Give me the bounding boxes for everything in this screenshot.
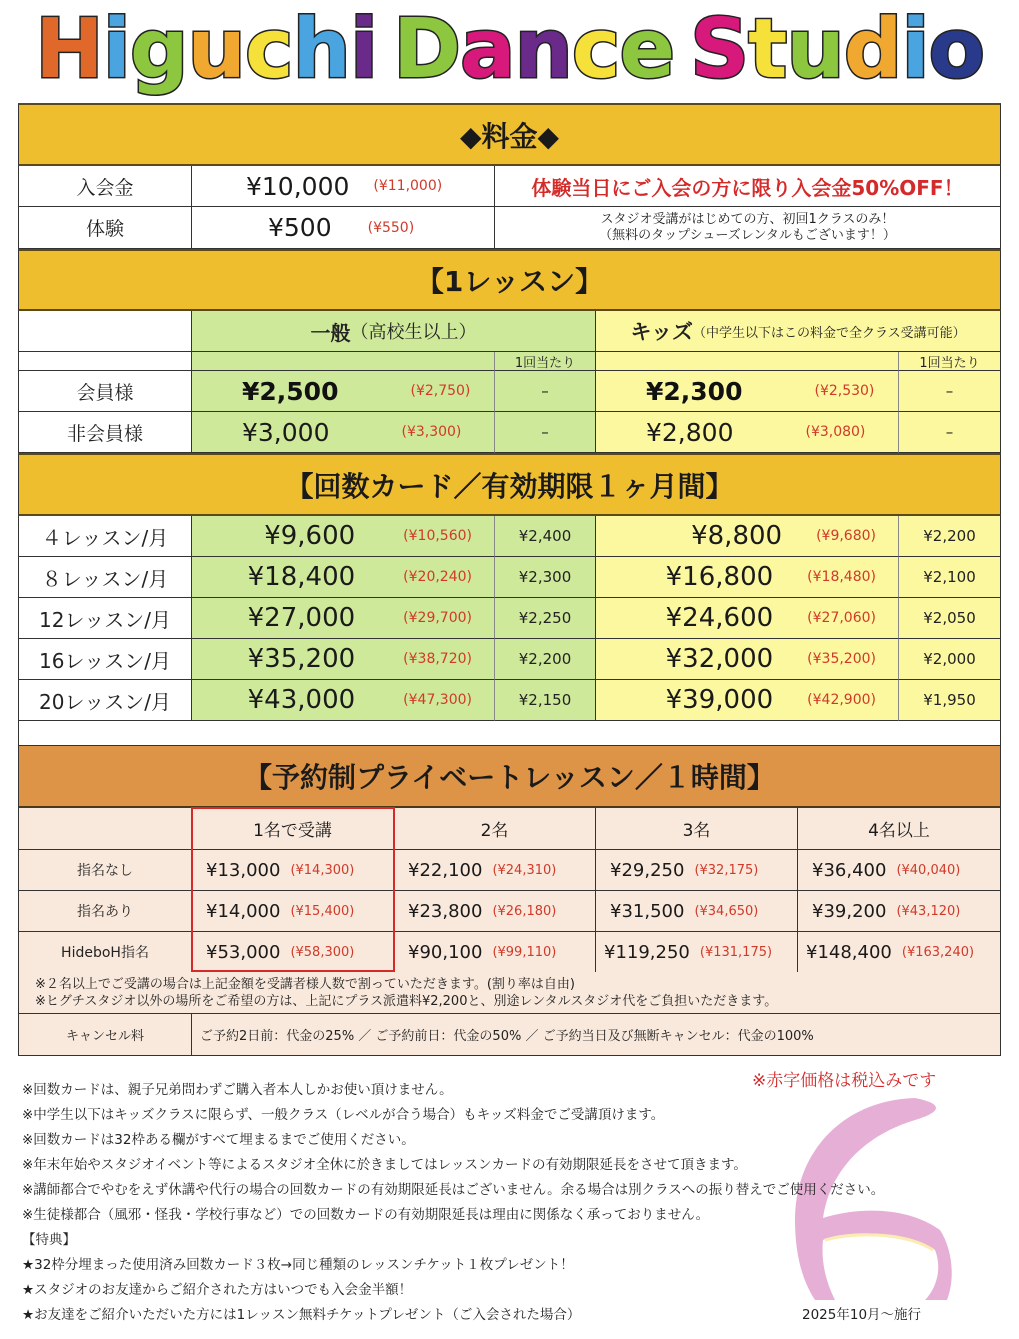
- price: ¥2,800: [646, 417, 734, 447]
- per-lesson-price: ¥2,050: [923, 609, 976, 627]
- logo-letter: S: [690, 2, 749, 97]
- per-lesson-price: ¥2,150: [518, 691, 572, 709]
- general-card-price: [192, 598, 495, 639]
- kids-header: [596, 311, 1001, 352]
- logo-letter: u: [187, 2, 245, 97]
- per-lesson-price: –: [945, 382, 954, 400]
- per-lesson-price: ¥2,000: [923, 650, 976, 668]
- price: ¥24,600: [665, 603, 774, 633]
- logo-letter: g: [129, 2, 188, 97]
- price: ¥14,000: [206, 900, 281, 922]
- kids-card-price: [596, 516, 899, 557]
- note-item: ※回数カードは32枠ある欄がすべて埋まるまでご使用ください。: [22, 1132, 415, 1148]
- column-label: 2名: [480, 821, 509, 841]
- cards-header: [18, 453, 1001, 516]
- tax-price: (¥131,175): [699, 944, 773, 960]
- tax-price: (¥47,300): [403, 692, 472, 708]
- logo-letter: D: [393, 2, 461, 97]
- logo-letter: t: [748, 2, 787, 97]
- cell-text: 非会員様: [66, 422, 143, 445]
- cell-text: 入会金: [76, 176, 134, 199]
- tax-price: (¥32,175): [694, 862, 759, 878]
- general-card-price: [192, 516, 495, 557]
- note-item: ※生徒様都合（風邪・怪我・学校行事など）での回数カードの有効期限延長は理由に関係なく承っておりません。: [22, 1207, 710, 1223]
- tax-price: (¥15,400): [290, 903, 355, 919]
- price: ¥23,800: [408, 900, 483, 922]
- kids-per-lesson: [899, 557, 1001, 598]
- highlight-box: [191, 807, 395, 972]
- cell-text: 一般: [310, 320, 351, 345]
- cell-text: ご予約2日前：代金の25% ／ ご予約前日：代金の50% ／ ご予約当日及び無断キャンセル：代金の100%: [200, 1029, 814, 1044]
- column-label: 1名で受講: [253, 821, 332, 841]
- fee-row-price: [192, 207, 495, 249]
- tax-price: (¥29,700): [403, 610, 472, 626]
- private-row-label: [18, 850, 192, 891]
- kids-per-lesson: [899, 680, 1001, 721]
- tax-price: (¥2,530): [814, 383, 875, 399]
- fee-row-price: [192, 166, 495, 207]
- cell-text: （無料のタップシューズレンタルもございます！）: [599, 227, 896, 243]
- card-label-text: 12レッスン/月: [39, 607, 171, 632]
- kids-card-price: [596, 557, 899, 598]
- private-price-cell: [394, 932, 596, 973]
- general-per-lesson: [495, 680, 596, 721]
- private-price-cell: [596, 891, 798, 932]
- per-lesson-price: –: [541, 423, 549, 441]
- price: ¥2,500: [242, 376, 339, 406]
- column-label: 4名以上: [868, 821, 930, 841]
- price: ¥2,300: [646, 376, 743, 406]
- logo-letter: a: [460, 2, 515, 97]
- fee-row-label: [18, 207, 192, 249]
- logo-letter: i: [102, 2, 130, 97]
- note-item: ※回数カードは、親子兄弟問わずご購入者本人しかお使い頂けません。: [22, 1082, 453, 1098]
- private-column-header: [798, 808, 1001, 850]
- price: ¥3,000: [242, 417, 330, 447]
- price: ¥16,800: [665, 562, 774, 592]
- price: ¥43,000: [247, 685, 356, 715]
- tax-price: (¥550): [367, 219, 415, 236]
- cell-text: スタジオ受講がはじめての方、初回1クラスのみ！: [600, 211, 895, 227]
- row-label-text: HideboH指名: [61, 945, 149, 961]
- per-lesson-header: [495, 352, 596, 371]
- row-label-text: 指名あり: [77, 904, 133, 920]
- cell-text: （高校生以上）: [350, 322, 477, 343]
- per-lesson-price: ¥2,200: [923, 527, 976, 545]
- price: ¥39,200: [812, 900, 887, 922]
- studio-logo: [0, 2, 1019, 102]
- tax-price: (¥40,040): [896, 862, 961, 878]
- private-row-label: [18, 932, 192, 973]
- cancel-fee-label: [18, 1014, 192, 1056]
- card-label-text: ４レッスン/月: [41, 525, 169, 550]
- entry-discount-note: [495, 166, 1001, 207]
- per-lesson-price: ¥2,250: [518, 609, 572, 627]
- price: ¥27,000: [247, 603, 356, 633]
- private-price-cell: [394, 891, 596, 932]
- tax-price: (¥20,240): [403, 569, 472, 585]
- per-lesson-price: ¥1,950: [923, 691, 976, 709]
- general-per-lesson: [495, 412, 596, 453]
- general-per-lesson: [495, 598, 596, 639]
- per-lesson-price: ¥2,200: [518, 650, 572, 668]
- price: ¥22,100: [408, 859, 483, 881]
- cell-text: キャンセル料: [65, 1029, 144, 1044]
- tax-price: (¥9,680): [816, 528, 876, 544]
- price: ¥36,400: [812, 859, 887, 881]
- blank-cell: [18, 311, 192, 352]
- tax-price: (¥3,080): [805, 424, 866, 440]
- cell-text: キッズ: [630, 320, 693, 344]
- general-header: [192, 311, 596, 352]
- price: ¥9,600: [264, 521, 356, 551]
- per-lesson-price: ¥2,300: [518, 568, 572, 586]
- cell-text: （中学生以下はこの料金で全クラス受講可能）: [692, 325, 966, 341]
- price: ¥119,250: [604, 941, 690, 963]
- price: ¥32,000: [665, 644, 774, 674]
- logo-letter: H: [35, 2, 103, 97]
- kids-card-price: [596, 639, 899, 680]
- per-lesson-price: –: [945, 423, 954, 441]
- price: ¥29,250: [610, 859, 685, 881]
- general-card-price: [192, 680, 495, 721]
- private-column-header: [394, 808, 596, 850]
- kids-per-lesson: [899, 516, 1001, 557]
- general-per-lesson: [495, 639, 596, 680]
- blank-cell: [192, 352, 495, 371]
- card-label: [18, 557, 192, 598]
- price: ¥13,000: [206, 859, 281, 881]
- logo-letter: c: [571, 2, 620, 97]
- benefit-item: ★お友達をご紹介いただいた方には1レッスン無料チケットプレゼント（ご入会された場合）: [22, 1307, 581, 1323]
- logo-letter: i: [901, 2, 929, 97]
- logo-letter: e: [619, 2, 675, 97]
- tax-price: (¥3,300): [401, 424, 462, 440]
- price: ¥18,400: [247, 562, 356, 592]
- card-label: [18, 639, 192, 680]
- tax-price: (¥27,060): [807, 610, 876, 626]
- private-price-cell: [596, 850, 798, 891]
- card-label-text: 20レッスン/月: [39, 689, 171, 714]
- tax-price: (¥42,900): [807, 692, 876, 708]
- blank-cell: [18, 352, 192, 371]
- note-item: ※講師都合でやむをえず休講や代行の場合の回数カードの有効期限延長はございません。余る場合は別クラスへの振り替えでご使用ください。: [22, 1182, 885, 1198]
- row-label: [18, 412, 192, 453]
- tax-price: (¥35,200): [807, 651, 876, 667]
- cell-text: ※ヒグチスタジオ以外の場所をご希望の方は、上記にプラス派遣料¥2,200と、別途レンタルスタジオ代をご負担いただきます。: [35, 993, 778, 1009]
- private-price-cell: [798, 932, 1001, 973]
- price: ¥31,500: [610, 900, 685, 922]
- blank-cell: [18, 808, 192, 850]
- kids-per-lesson: [899, 639, 1001, 680]
- tax-price: (¥38,720): [403, 651, 472, 667]
- card-label-text: ８レッスン/月: [41, 566, 169, 591]
- logo-letter: d: [843, 2, 902, 97]
- cards-title: 【回数カード／有効期限１ヶ月間】: [285, 469, 734, 503]
- column-label: 3名: [682, 821, 711, 841]
- cell-text: ※２名以上でご受講の場合は上記金額を受講者様人数で割っていただきます。(割り率は自由): [35, 976, 575, 992]
- kids-per-lesson: [899, 371, 1001, 412]
- price: ¥10,000: [246, 171, 350, 201]
- cell-text: 会員様: [76, 381, 134, 404]
- tax-note: ※赤字価格は税込みです: [752, 1071, 937, 1091]
- cell-text: 1回当たり: [514, 355, 576, 371]
- private-price-cell: [798, 850, 1001, 891]
- card-label: [18, 598, 192, 639]
- cell-text: 1回当たり: [919, 355, 980, 371]
- trial-note: [495, 207, 1001, 249]
- tax-price: (¥58,300): [290, 944, 355, 960]
- tax-price: (¥2,750): [410, 383, 471, 399]
- general-price: [192, 371, 495, 412]
- single-lesson-header: [18, 249, 1001, 311]
- tax-price: (¥43,120): [896, 903, 961, 919]
- per-lesson-price: –: [541, 382, 549, 400]
- general-per-lesson: [495, 371, 596, 412]
- price: ¥90,100: [408, 941, 483, 963]
- card-label: [18, 516, 192, 557]
- note-item: ※中学生以下はキッズクラスに限らず、一般クラス（レベルが合う場合）もキッズ料金でご受講頂けます。: [22, 1107, 665, 1123]
- tax-price: (¥18,480): [807, 569, 876, 585]
- private-row-label: [18, 891, 192, 932]
- logo-letter: n: [514, 2, 572, 97]
- kids-per-lesson: [899, 598, 1001, 639]
- cell-text: 体験当日にご入会の方に限り入会金50%OFF！: [531, 175, 964, 200]
- general-per-lesson: [495, 516, 596, 557]
- general-card-price: [192, 639, 495, 680]
- tax-price: (¥11,000): [373, 178, 443, 194]
- benefits-heading: 【特典】: [22, 1232, 76, 1248]
- tax-price: (¥26,180): [492, 903, 557, 919]
- private-lesson-title: 【予約制プライベートレッスン／１時間】: [244, 761, 775, 794]
- row-label: [18, 371, 192, 412]
- tax-price: (¥24,310): [492, 862, 557, 878]
- kids-per-lesson: [899, 412, 1001, 453]
- general-card-price: [192, 557, 495, 598]
- logo-letter: o: [928, 2, 984, 97]
- logo-letter: i: [349, 2, 378, 97]
- benefit-item: ★スタジオのお友達からご紹介された方はいつでも入会金半額！: [22, 1282, 413, 1298]
- logo-letter: h: [292, 2, 350, 97]
- note-item: ※年末年始やスタジオイベント等によるスタジオ全休に於きましてはレッスンカードの有効期限延長をさせて頂きます。: [22, 1157, 747, 1173]
- per-lesson-price: ¥2,400: [518, 527, 572, 545]
- kids-price: [596, 371, 899, 412]
- fees-header: [18, 103, 1001, 166]
- cancel-fee-text: [192, 1014, 1001, 1056]
- private-column-header: [596, 808, 798, 850]
- price: ¥500: [268, 213, 332, 242]
- logo-letter: u: [786, 2, 844, 97]
- fee-row-label: [18, 166, 192, 207]
- general-per-lesson: [495, 557, 596, 598]
- kids-card-price: [596, 598, 899, 639]
- private-lesson-header: [18, 746, 1001, 808]
- tax-price: (¥99,110): [492, 944, 557, 960]
- single-lesson-title: 【1レッスン】: [415, 265, 604, 298]
- spacer-row: [18, 721, 1001, 746]
- effective-date: 2025年10月～施行: [802, 1307, 922, 1323]
- kids-card-price: [596, 680, 899, 721]
- private-price-cell: [596, 932, 798, 973]
- tax-price: (¥34,650): [694, 903, 759, 919]
- price: ¥8,800: [691, 521, 783, 551]
- card-label-text: 16レッスン/月: [39, 648, 171, 673]
- tax-price: (¥14,300): [290, 862, 355, 878]
- general-price: [192, 412, 495, 453]
- price: ¥148,400: [806, 941, 892, 963]
- private-price-cell: [798, 891, 1001, 932]
- per-lesson-header: [899, 352, 1001, 371]
- price: ¥35,200: [247, 644, 356, 674]
- private-price-cell: [394, 850, 596, 891]
- benefit-item: ★32枠分埋まった使用済み回数カード３枚→同じ種類のレッスンチケット１枚プレゼント！: [22, 1257, 574, 1273]
- logo-letter: c: [244, 2, 293, 97]
- blank-cell: [596, 352, 899, 371]
- tax-price: (¥163,240): [901, 944, 975, 960]
- row-label-text: 指名なし: [77, 863, 133, 879]
- price: ¥39,000: [665, 685, 774, 715]
- card-label: [18, 680, 192, 721]
- private-notes: [18, 972, 1001, 1014]
- fees-title: ◆料金◆: [459, 119, 560, 153]
- tax-price: (¥10,560): [403, 528, 472, 544]
- per-lesson-price: ¥2,100: [923, 568, 976, 586]
- price: ¥53,000: [206, 941, 281, 963]
- kids-price: [596, 412, 899, 453]
- cell-text: 体験: [85, 218, 124, 240]
